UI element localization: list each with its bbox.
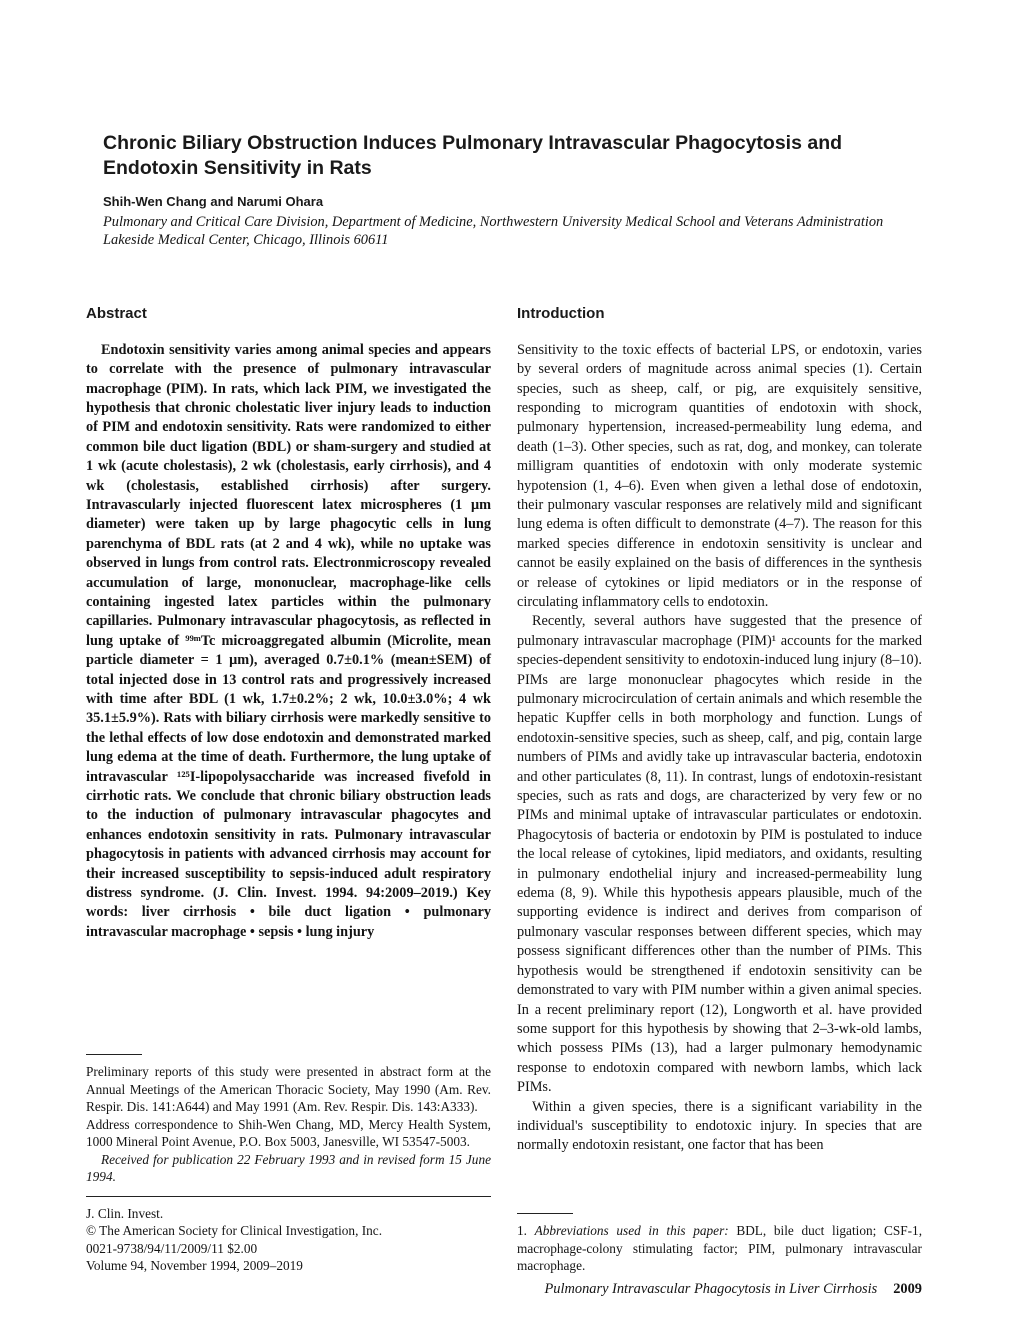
intro-paragraph-2: Recently, several authors have suggested that the presence of pulmonary intravascular macrophage (PIM)¹ accounts for the marked species-dependent sensitivity to endotoxin-induced lung injury (8–10). PIMs are large mononuclear phagocytes which reside in the pulmonary microcirculation of certain animals and which resemble the hepatic Kupffer cells in both morphology and function. Lungs of endotoxin-sensitive species, such as sheep, calf, and pig, contain large numbers of PIMs and avidly take up intravascular bacteria, endotoxin and other particulates (8, 11). In contrast, lungs of endotoxin-resistant species, such as rats and dogs, are characterized by very few or no PIMs and minimal uptake of intravascular particulates or endotoxin. Phagocytosis of bacteria or endotoxin by PIM is postulated to induce the local release of cytokines, lipid mediators, and oxidants, resulting in pulmonary endothelial injury and increased-permeability lung edema (8, 9). While this hypothesis appears plausible, much of the supporting evidence is indirect and derives from comparison of pulmonary vascular responses between different species, which may possess significant differences other than the number of PIMs. This hypothesis would be strengthened if endotoxin sensitivity can be demonstrated to vary with PIM number within a given animal species. In a recent preliminary report (12), Longworth et al. have provided some support for this hypothesis by showing that 2–3-wk-old lambs, which possess PIMs (13), had a larger pulmonary hemodynamic response to endotoxin compared with newborn lambs, which lack PIMs. [517, 613, 922, 1096]
journal-name: J. Clin. Invest. [86, 1205, 164, 1221]
running-title: Pulmonary Intravascular Phagocytosis in Liver Cirrhosis [544, 1281, 878, 1297]
journal-copyright: © The American Society for Clinical Investigation, Inc. [86, 1223, 383, 1239]
introduction-heading: Introduction [517, 304, 605, 322]
abstract-body: Endotoxin sensitivity varies among animal species and appears to correlate with the presence of pulmonary intravascular macrophage (PIM). In rats, which lack PIM, we investigated the hypothesis that chronic cholestatic liver injury leads to induction of PIM and endotoxin sensitivity. Rats were randomized to either common bile duct ligation (BDL) or sham-surgery and studied at 1 wk (acute cholestasis), 2 wk (cholestasis, early cirrhosis), and 4 wk (cholestasis, established cirrhosis) after surgery. Intravascularly injected fluorescent latex microspheres (1 μm diameter) were taken up by large phagocytic cells in lung parenchyma of BDL rats (at 2 and 4 wk), while no uptake was observed in lungs from control rats. Electronmicroscopy revealed accumulation of large, mononuclear, macrophage-like cells containing ingested latex particles within the pulmonary capillaries. Pulmonary intravascular phagocytosis, as reflected in lung uptake of ⁹⁹ᵐTc microaggregated albumin (Microlite, mean particle diameter = 1 μm), averaged 0.7±0.1% (mean±SEM) of total injected dose in 13 control rats and progressively increased with time after BDL (1 wk, 1.7±0.2%; 2 wk, 10.0±3.0%; 4 wk 35.1±5.9%). Rats with biliary cirrhosis were markedly sensitive to the lethal effects of low dose endotoxin and demonstrated marked lung edema at the time of death. Furthermore, the lung uptake of intravascular ¹²⁵I-lipopolysaccharide was increased fivefold in cirrhotic rats. We conclude that chronic biliary obstruction leads to the induction of pulmonary intravascular phagocytes and enhances endotoxin sensitivity in rats. Pulmonary intravascular phagocytosis in patients with advanced cirrhosis may account for their increased susceptibility to sepsis-induced adult respiratory distress syndrome. (J. Clin. Invest. 1994. 94:2009–2019.) Key words: liver cirrhosis • bile duct ligation • pulmonary intravascular macrophage • sepsis • lung injury [86, 341, 491, 940]
title-block [86, 131, 922, 249]
journal-volume: Volume 94, November 1994, 2009–2019 [86, 1258, 303, 1274]
footnote-presented: Preliminary reports of this study were presented in abstract form at the Annual Meetings of the American Thoracic Society, May 1990 (Am. Rev. Respir. Dis. 141:A644) and May 1991 (Am. Rev. Respir. Dis. 143:A333). [86, 1064, 491, 1115]
abbreviation-label: Abbreviations used in this paper: [534, 1223, 729, 1239]
abbreviations-footnote [517, 1222, 922, 1275]
footnote-divider-rule [86, 1054, 142, 1055]
abbreviation-number: 1. [517, 1223, 535, 1239]
affiliation-line: Pulmonary and Critical Care Division, Department of Medicine, Northwestern University Medical School and Veterans Administration Lakeside Medical Center, Chicago, Illinois 60611 [103, 213, 884, 248]
intro-paragraph-1: Sensitivity to the toxic effects of bacterial LPS, or endotoxin, varies by several orders of magnitude across animal species (1). Certain species, such as sheep, calf, or pig, are exquisitely sensitive, responding to microgram quantities of endotoxin with shock, pulmonary hypertension, increased-permeability lung edema, and death (1–3). Other species, such as rat, dog, and monkey, can tolerate milligram quantities of endotoxin with only moderate systemic hypotension (1, 4–6). Even when given a lethal dose of endotoxin, their pulmonary vascular responses are relatively mild and significant lung edema is often difficult to demonstrate (4–7). The reason for this marked species difference in endotoxin sensitivity is unclear and cannot be easily explained on the basis of differences in the synthesis or release of cytokines or lipid mediators or in the response of circulating inflammatory cells to endotoxin. [517, 341, 922, 610]
left-footnote-block [86, 1054, 491, 1275]
abbreviations-divider-rule [517, 1213, 573, 1214]
abbreviations-footnote-block [517, 1213, 922, 1275]
journal-divider-rule [86, 1196, 491, 1197]
page-content [86, 131, 922, 1275]
two-column-body [86, 305, 922, 1275]
intro-paragraph-3: Within a given species, there is a significant variability in the individual's susceptibility to endotoxic injury. In species that are normally endotoxin resistant, one factor that has been [517, 1098, 922, 1154]
page-number: 2009 [893, 1281, 922, 1297]
journal-issn-price: 0021-9738/94/11/2009/11 $2.00 [86, 1240, 258, 1256]
paper-title: Chronic Biliary Obstruction Induces Pulmonary Intravascular Phagocytosis and Endotoxin Sensitivity in Rats [103, 132, 843, 180]
abstract-heading: Abstract [86, 304, 147, 322]
abbreviation-text: BDL, bile duct ligation; CSF-1, macrophage-colony stimulating factor; PIM, pulmonary intravascular macrophage. [517, 1223, 923, 1274]
page-footer [86, 1281, 922, 1298]
right-column [517, 305, 922, 1275]
left-column [86, 305, 491, 1275]
authors-line: Shih-Wen Chang and Narumi Ohara [103, 193, 324, 209]
journal-info-block [86, 1205, 491, 1275]
footnote-received: Received for publication 22 February 1993 and in revised form 15 June 1994. [86, 1151, 491, 1185]
footnote-correspondence: Address correspondence to Shih-Wen Chang, MD, Mercy Health System, 1000 Mineral Point Avenue, P.O. Box 5003, Janesville, WI 53547-5003. [86, 1116, 491, 1150]
